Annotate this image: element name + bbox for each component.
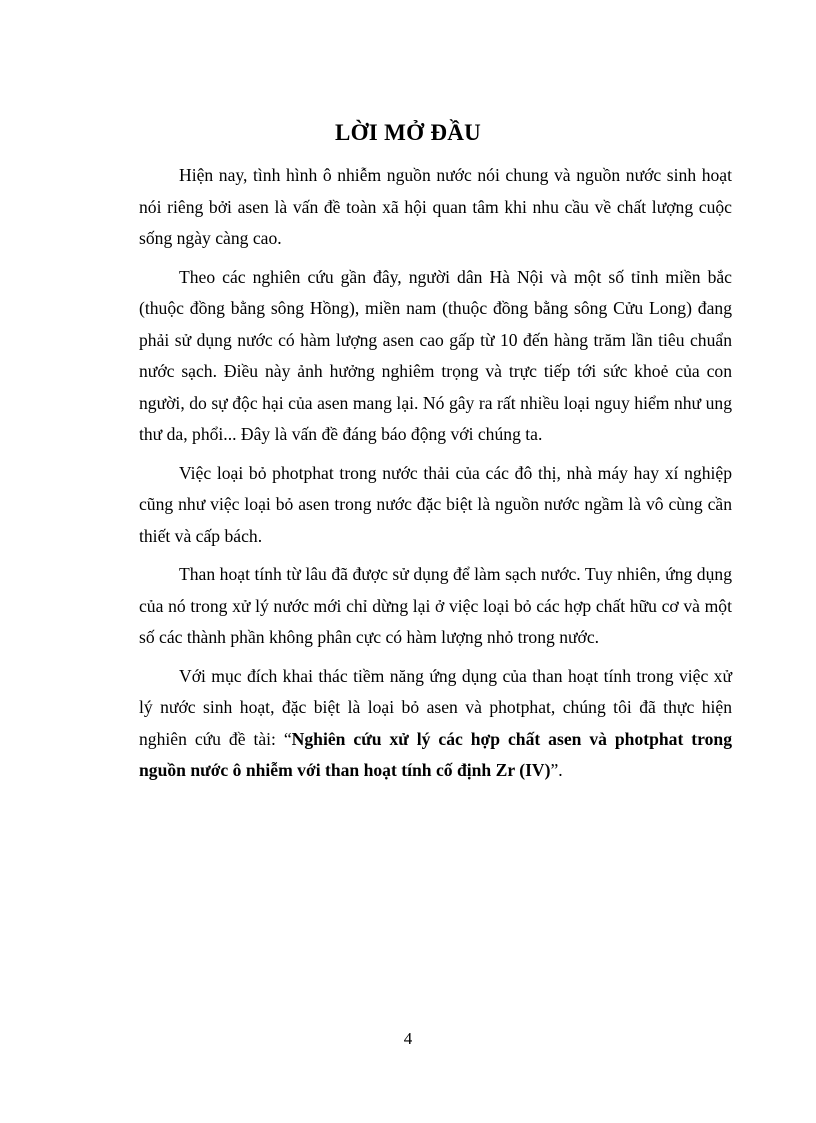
page-number: 4 — [403, 1029, 413, 1048]
paragraph-5-lead: Với mục đích khai thác tiềm năng ứng dụng của than hoạt tính trong việc xử lý nước sinh hoạt, đặc biệt là loại bỏ asen và photphat, chúng tôi đã thực hiện nghiên cứu đề tài: “ — [139, 665, 732, 749]
document-body — [139, 160, 732, 794]
paragraph-1: Hiện nay, tình hình ô nhiễm nguồn nước nói chung và nguồn nước sinh hoạt nói riêng bởi asen là vấn đề toàn xã hội quan tâm khi nhu cầu về chất lượng cuộc sống ngày càng cao. — [139, 165, 732, 248]
research-topic-title: Nghiên cứu xử lý các hợp chất asen và photphat trong nguồn nước ô nhiễm với than hoạt tính cố định Zr (IV) — [139, 728, 732, 780]
paragraph-4: Than hoạt tính từ lâu đã được sử dụng để làm sạch nước. Tuy nhiên, ứng dụng của nó trong xử lý nước mới chỉ dừng lại ở việc loại bỏ các hợp chất hữu cơ và một số các thành phần không phân cực có hàm lượng nhỏ trong nước. — [139, 564, 732, 647]
paragraph-5-tail: ”. — [550, 760, 563, 780]
paragraph-3: Việc loại bỏ photphat trong nước thải của các đô thị, nhà máy hay xí nghiệp cũng như việc loại bỏ asen trong nước đặc biệt là nguồn nước ngầm là vô cùng cần thiết và cấp bách. — [139, 462, 732, 546]
paragraph-5 — [139, 661, 732, 787]
page-title: LỜI MỞ ĐẦU — [334, 120, 482, 145]
paragraph-2: Theo các nghiên cứu gần đây, người dân Hà Nội và một số tỉnh miền bắc (thuộc đồng bằng sông Hồng), miền nam (thuộc đồng bằng sông Cửu Long) đang phải sử dụng nước có hàm lượng asen cao gấp từ 10 đến hàng trăm lần tiêu chuẩn nước sạch. Điều này ảnh hưởng nghiêm trọng và trực tiếp tới sức khoẻ của con người, do sự độc hại của asen mang lại. Nó gây ra rất nhiều loại nguy hiểm như ung thư da, phổi... Đây là vấn đề đáng báo động với chúng ta. — [139, 266, 732, 444]
